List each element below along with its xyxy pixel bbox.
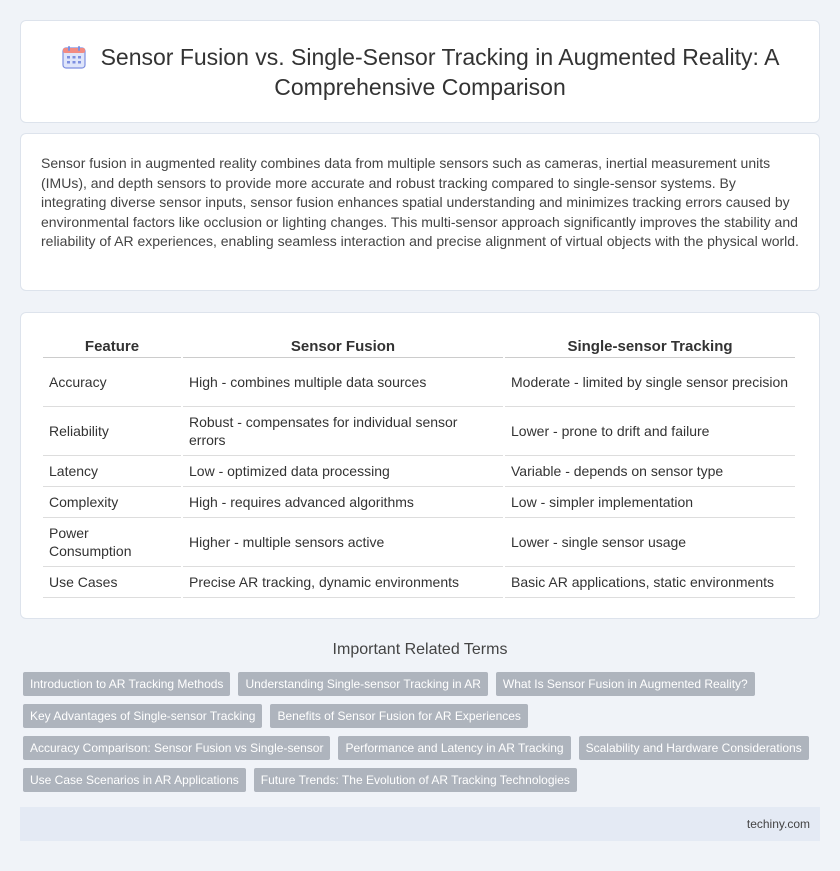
cell-feature: Reliability: [43, 407, 181, 456]
header-feature: Feature: [43, 333, 181, 358]
cell-feature: Power Consumption: [43, 518, 181, 567]
related-term-tag[interactable]: Benefits of Sensor Fusion for AR Experiences: [270, 704, 527, 728]
table-row: [43, 407, 795, 456]
related-term-tag[interactable]: Scalability and Hardware Considerations: [579, 736, 809, 760]
cell-single-sensor: Basic AR applications, static environments: [505, 567, 795, 598]
cell-sensor-fusion: Robust - compensates for individual sensor errors: [183, 407, 503, 456]
table-header-row: [43, 333, 795, 358]
cell-feature: Latency: [43, 456, 181, 487]
related-term-tag[interactable]: Future Trends: The Evolution of AR Tracking Technologies: [254, 768, 577, 792]
related-terms-title: Important Related Terms: [332, 641, 508, 658]
cell-feature: Use Cases: [43, 567, 181, 598]
header-single-sensor: Single-sensor Tracking: [505, 333, 795, 358]
related-term-tag[interactable]: What Is Sensor Fusion in Augmented Reality?: [496, 672, 755, 696]
related-term-tag[interactable]: Understanding Single-sensor Tracking in AR: [238, 672, 487, 696]
cell-single-sensor: Moderate - limited by single sensor precision: [505, 358, 795, 407]
cell-single-sensor: Low - simpler implementation: [505, 487, 795, 518]
related-term-tag[interactable]: Introduction to AR Tracking Methods: [23, 672, 230, 696]
related-term-tag[interactable]: Use Case Scenarios in AR Applications: [23, 768, 246, 792]
page-title-text: Sensor Fusion vs. Single-Sensor Tracking in Augmented Reality: A Comprehensive Comparison: [100, 43, 780, 100]
header-sensor-fusion: Sensor Fusion: [183, 333, 503, 358]
cell-feature: Accuracy: [43, 358, 181, 407]
cell-sensor-fusion: Low - optimized data processing: [183, 456, 503, 487]
table-row: [43, 358, 795, 407]
cell-feature: Complexity: [43, 487, 181, 518]
cell-single-sensor: Variable - depends on sensor type: [505, 456, 795, 487]
table-row: [43, 518, 795, 567]
cell-sensor-fusion: Higher - multiple sensors active: [183, 518, 503, 567]
cell-single-sensor: Lower - single sensor usage: [505, 518, 795, 567]
related-terms-tags: [20, 672, 820, 792]
cell-sensor-fusion: Precise AR tracking, dynamic environments: [183, 567, 503, 598]
table-row: [43, 487, 795, 518]
comparison-table: [41, 333, 797, 598]
calendar-grid-icon: [61, 44, 87, 70]
table-row: [43, 567, 795, 598]
comparison-table-card: [20, 312, 820, 619]
title-card: [20, 20, 820, 123]
footer-site-link[interactable]: techiny.com: [746, 817, 810, 831]
footer: [20, 807, 820, 841]
cell-sensor-fusion: High - combines multiple data sources: [183, 358, 503, 407]
intro-card: [20, 133, 820, 291]
intro-paragraph: Sensor fusion in augmented reality combines data from multiple sensors such as cameras, inertial measurement units (IMUs), and depth sensors to provide more accurate and robust tracking compared to single-sensor systems. By integrating diverse sensor inputs, sensor fusion enhances spatial understanding and minimizes tracking errors caused by environmental factors like occlusion or lighting changes. This multi-sensor approach significantly improves the stability and reliability of AR experiences, enabling seamless interaction and precise alignment of virtual objects with the physical world.: [41, 155, 799, 250]
cell-sensor-fusion: High - requires advanced algorithms: [183, 487, 503, 518]
related-terms-section: [20, 638, 820, 792]
table-row: [43, 456, 795, 487]
related-term-tag[interactable]: Performance and Latency in AR Tracking: [338, 736, 570, 760]
cell-single-sensor: Lower - prone to drift and failure: [505, 407, 795, 456]
related-term-tag[interactable]: Key Advantages of Single-sensor Tracking: [23, 704, 262, 728]
page-title: [51, 42, 789, 102]
related-term-tag[interactable]: Accuracy Comparison: Sensor Fusion vs Single-sensor: [23, 736, 330, 760]
